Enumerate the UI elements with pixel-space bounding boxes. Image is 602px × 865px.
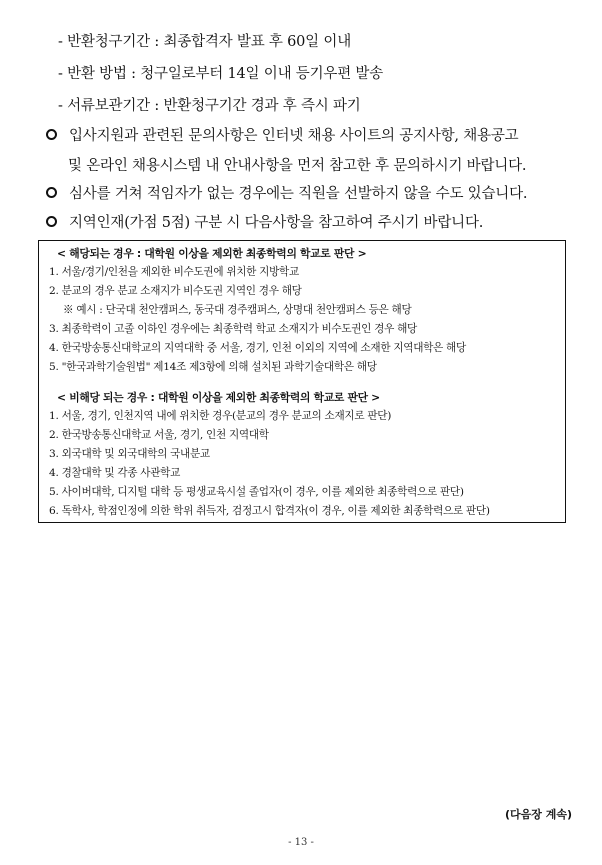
not-applicable-item: 5. 사이버대학, 디지털 대학 등 평생교육시설 졸업자(이 경우, 이를 제외한 최종학력으로 판단) [49, 486, 464, 498]
refund-period-item: - 반환청구기간 : 최종합격자 발표 후 60일 이내 [58, 34, 352, 50]
page-number: - 13 - [288, 837, 314, 848]
inquiry-text-line2: 및 온라인 채용시스템 내 안내사항을 먼저 참고한 후 문의하시기 바랍니다. [68, 158, 527, 174]
not-applicable-item: 2. 한국방송통신대학교 서울, 경기, 인천 지역대학 [49, 429, 269, 441]
circle-bullet-icon [46, 129, 57, 140]
local-talent-text: 지역인재(가점 5점) 구분 시 다음사항을 참고하여 주시기 바랍니다. [69, 215, 484, 231]
applicable-title: < 해당되는 경우 : 대학원 이상을 제외한 최종학력의 학교로 판단 > [57, 247, 367, 260]
circle-bullet-icon [46, 216, 57, 227]
not-applicable-item: 1. 서울, 경기, 인천지역 내에 위치한 경우(분교의 경우 분교의 소재지로 판단) [49, 410, 392, 422]
not-applicable-item: 4. 경찰대학 및 각종 사관학교 [49, 467, 181, 479]
inquiry-bullet [46, 124, 518, 145]
not-applicable-title: < 비해당 되는 경우 : 대학원 이상을 제외한 최종학력의 학교로 판단 > [57, 391, 380, 404]
no-candidate-text: 심사를 거쳐 적임자가 없는 경우에는 직원을 선발하지 않을 수도 있습니다. [69, 186, 528, 202]
applicable-item: 1. 서울/경기/인천을 제외한 비수도권에 위치한 지방학교 [49, 266, 299, 278]
applicable-note: ※ 예시 : 단국대 천안캠퍼스, 동국대 경주캠퍼스, 상명대 천안캠퍼스 등은 해당 [63, 304, 412, 316]
continued-next-page: (다음장 계속) [504, 808, 572, 821]
circle-bullet-icon [46, 187, 57, 198]
refund-method-item: - 반환 방법 : 청구일로부터 14일 이내 등기우편 발송 [58, 66, 384, 82]
applicable-item: 4. 한국방송통신대학교의 지역대학 중 서울, 경기, 인천 이외의 지역에 소재한 지역대학은 해당 [49, 342, 466, 354]
no-candidate-bullet [46, 182, 527, 203]
local-talent-bullet [46, 211, 483, 232]
applicable-item: 3. 최종학력이 고졸 이하인 경우에는 최종학력 학교 소재지가 비수도권인 경우 해당 [49, 323, 417, 335]
local-talent-criteria-box [38, 240, 566, 523]
not-applicable-item: 3. 외국대학 및 외국대학의 국내분교 [49, 448, 210, 460]
not-applicable-item: 6. 독학사, 학점인정에 의한 학위 취득자, 검정고시 합격자(이 경우, 이를 제외한 최종학력으로 판단) [49, 505, 490, 517]
applicable-item: 2. 분교의 경우 분교 소재지가 비수도권 지역인 경우 해당 [49, 285, 302, 297]
inquiry-text-line1: 입사지원과 관련된 문의사항은 인터넷 채용 사이트의 공지사항, 채용공고 [69, 128, 519, 144]
document-retention-item: - 서류보관기간 : 반환청구기간 경과 후 즉시 파기 [58, 98, 361, 114]
applicable-item: 5. "한국과학기술원법" 제14조 제3항에 의해 설치된 과학기술대학은 해당 [49, 361, 377, 373]
